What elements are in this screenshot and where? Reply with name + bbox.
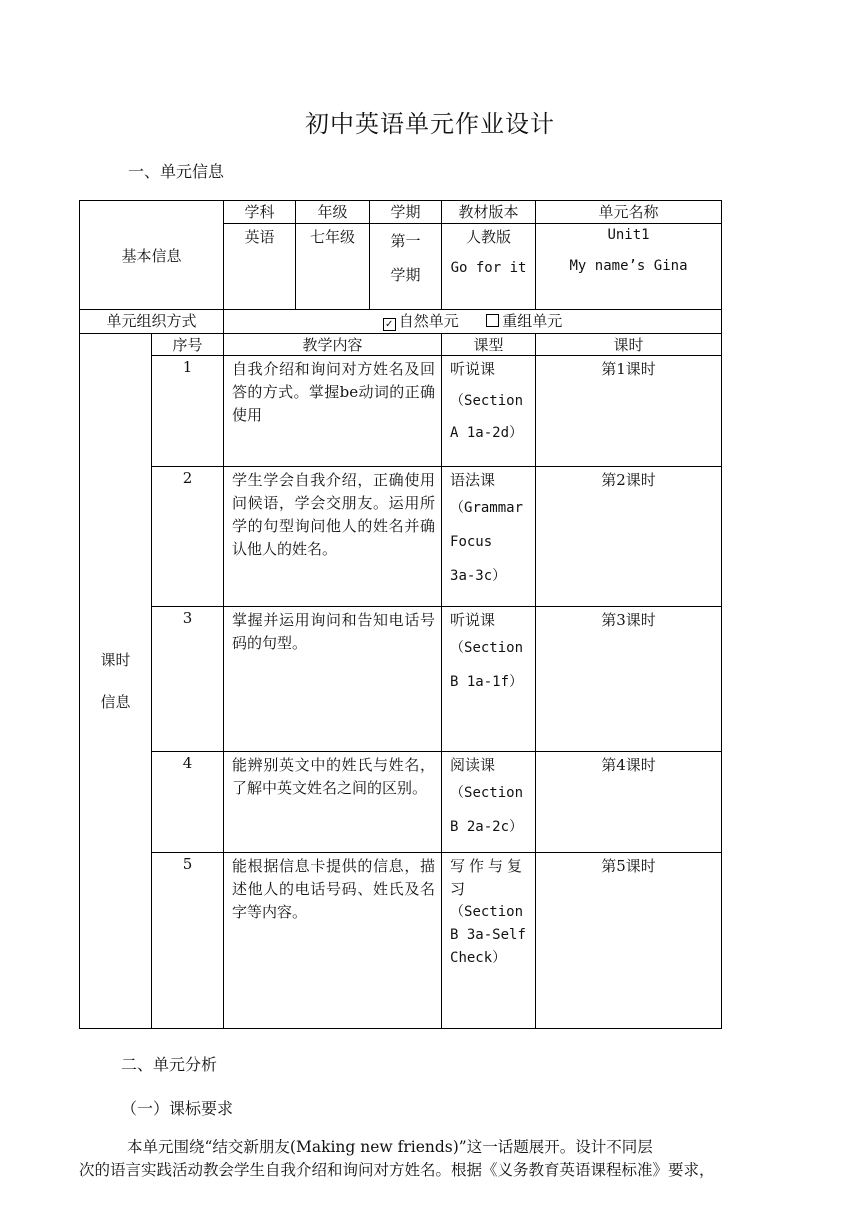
textbook-value — [442, 224, 536, 310]
type-line: （Section — [450, 393, 524, 409]
unit-line-2: My name’s Gina — [569, 258, 688, 274]
paragraph-line-2: 次的语言实践活动教会学生自我介绍和询问对方姓名。根据《义务教育英语课程标准》要求， — [79, 1161, 715, 1179]
table-row — [80, 467, 722, 607]
type-line: B 3a-Self — [450, 927, 526, 943]
row-number: 2 — [152, 467, 224, 607]
type-line: 听说课 — [450, 611, 496, 629]
section-unit-info: 一、单元信息 — [128, 162, 225, 181]
section-unit-analysis: 二、单元分析 — [121, 1055, 218, 1074]
row-number: 1 — [152, 356, 224, 467]
regroup-checkbox-icon[interactable] — [486, 314, 499, 327]
row-type — [442, 356, 536, 467]
term-value — [370, 224, 442, 310]
type-line: （Section — [450, 904, 524, 920]
row-number: 4 — [152, 752, 224, 853]
row-type — [442, 752, 536, 853]
row-content: 掌握并运用询问和告知电话号码的句型。 — [224, 607, 442, 752]
row-period: 第2课时 — [536, 467, 722, 607]
row-number: 3 — [152, 607, 224, 752]
type-line: 3a-3c） — [450, 568, 507, 584]
natural-checkbox-icon[interactable]: ✓ — [383, 318, 396, 331]
header-type: 课型 — [442, 334, 536, 356]
row-period: 第4课时 — [536, 752, 722, 853]
type-line: Check） — [450, 950, 507, 966]
header-no: 序号 — [152, 334, 224, 356]
organization-options — [224, 310, 722, 334]
textbook-line-2: Go for it — [450, 260, 527, 276]
unit-info-table — [79, 200, 722, 1029]
row-type — [442, 607, 536, 752]
lesson-label-line-1: 课时 — [100, 651, 131, 669]
row-period: 第1课时 — [536, 356, 722, 467]
regroup-unit-label: 重组单元 — [502, 312, 563, 330]
header-period: 课时 — [536, 334, 722, 356]
type-line: Focus — [450, 534, 493, 550]
table-row — [80, 752, 722, 853]
unit-line-1: Unit1 — [607, 227, 650, 243]
term-line-1: 第一 — [390, 232, 421, 250]
lesson-info-label — [80, 334, 152, 1029]
type-line: （Section — [450, 785, 524, 801]
type-line: B 1a-1f） — [450, 674, 524, 690]
row-period: 第3课时 — [536, 607, 722, 752]
natural-unit-label: 自然单元 — [398, 312, 459, 330]
row-content: 能根据信息卡提供的信息，描述他人的电话号码、姓氏及名字等内容。 — [224, 853, 442, 1029]
header-textbook: 教材版本 — [442, 201, 536, 224]
lesson-label-line-2: 信息 — [100, 693, 131, 711]
row-content: 能辨别英文中的姓氏与姓名，了解中英文姓名之间的区别。 — [224, 752, 442, 853]
term-line-2: 学期 — [390, 266, 421, 284]
row-type — [442, 467, 536, 607]
type-line: 写作与复习 — [450, 857, 527, 898]
row-number: 5 — [152, 853, 224, 1029]
type-line: 听说课 — [450, 360, 496, 378]
table-row — [80, 356, 722, 467]
type-line: A 1a-2d） — [450, 425, 524, 441]
type-line: （Grammar — [450, 500, 524, 516]
row-content: 自我介绍和询问对方姓名及回答的方式。掌握be动词的正确使用 — [224, 356, 442, 467]
subsection-curriculum: （一）课标要求 — [121, 1099, 234, 1118]
paragraph-line-1: 本单元围绕“结交新朋友(Making new friends)”这一话题展开。设计不同层 — [127, 1138, 653, 1156]
header-unit-name: 单元名称 — [536, 201, 722, 224]
header-grade: 年级 — [296, 201, 370, 224]
row-period: 第5课时 — [536, 853, 722, 1029]
row-content: 学生学会自我介绍，正确使用问候语，学会交朋友。运用所学的句型询问他人的姓名并确认他人的姓名。 — [224, 467, 442, 607]
type-line: B 2a-2c） — [450, 819, 524, 835]
subject-value: 英语 — [224, 224, 296, 310]
type-line: 语法课 — [450, 471, 496, 489]
organization-label: 单元组织方式 — [80, 310, 224, 334]
type-line: （Section — [450, 640, 524, 656]
type-line: 阅读课 — [450, 756, 496, 774]
basic-info-label: 基本信息 — [80, 201, 224, 310]
textbook-line-1: 人教版 — [466, 228, 512, 246]
table-row — [80, 853, 722, 1029]
unit-name-value — [536, 224, 722, 310]
page-title: 初中英语单元作业设计 — [305, 110, 555, 138]
header-term: 学期 — [370, 201, 442, 224]
table-row — [80, 607, 722, 752]
header-subject: 学科 — [224, 201, 296, 224]
header-content: 教学内容 — [224, 334, 442, 356]
row-type — [442, 853, 536, 1029]
grade-value: 七年级 — [296, 224, 370, 310]
